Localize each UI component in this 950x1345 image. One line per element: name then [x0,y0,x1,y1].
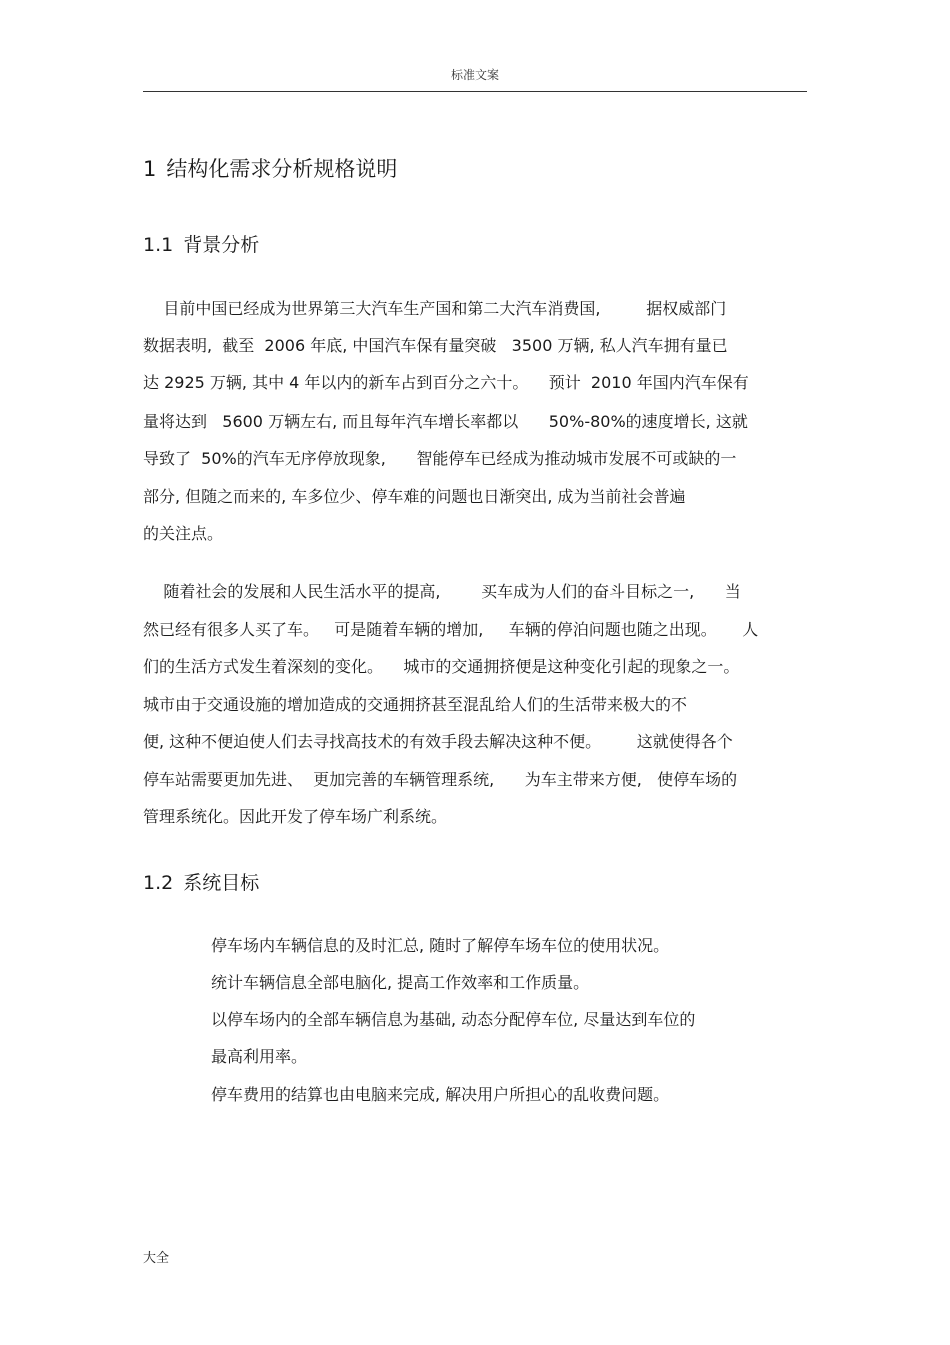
paragraph-line: 目前中国已经成为世界第三大汽车生产国和第二大汽车消费国, 据权威部门 [143,299,727,318]
paragraph-line: 达 2925 万辆, 其中 4 年以内的新车占到百分之六十。 预计 2010 年国内汽车保有 [143,373,749,392]
section-1-2-title: 系统目标 [183,872,260,894]
paragraph-line: 管理系统化。因此开发了停车场广利系统。 [143,807,448,826]
goal-item: 停车费用的结算也由电脑来完成, 解决用户所担心的乱收费问题。 [211,1085,670,1104]
goal-item-continuation: 最高利用率。 [211,1047,308,1066]
paragraph-line: 们的生活方式发生着深刻的变化。 城市的交通拥挤便是这种变化引起的现象之一。 [143,657,740,676]
paragraph-line: 导致了 50%的汽车无序停放现象, 智能停车已经成为推动城市发展不可或缺的一 [143,449,737,468]
goal-item: 以停车场内的全部车辆信息为基础, 动态分配停车位, 尽量达到车位的 [211,1010,696,1029]
paragraph-line: 便, 这种不便迫使人们去寻找高技术的有效手段去解决这种不便。 这就使得各个 [143,732,733,751]
header-divider [143,91,807,92]
goal-item: 统计车辆信息全部电脑化, 提高工作效率和工作质量。 [211,973,590,992]
page-header: 标准文案 [450,68,499,82]
paragraph-line: 然已经有很多人买了车。 可是随着车辆的增加, 车辆的停泊问题也随之出现。 人 [143,620,759,639]
section-1-1-title: 背景分析 [183,234,260,256]
page-footer: 大全 [143,1251,170,1266]
section-1-1-number: 1.1 [143,234,174,256]
paragraph-line: 城市由于交通设施的增加造成的交通拥挤甚至混乱给人们的生活带来极大的不 [143,695,688,714]
section-1-1-heading [143,232,259,258]
section-1-title: 结构化需求分析规格说明 [166,157,398,181]
section-1-2-heading [143,870,259,896]
paragraph-line: 数据表明, 截至 2006 年底, 中国汽车保有量突破 3500 万辆, 私人汽车拥有量已 [143,336,728,355]
section-1-number: 1 [143,157,157,181]
paragraph-line: 部分, 但随之而来的, 车多位少、停车难的问题也日渐突出, 成为当前社会普遍 [143,487,686,506]
goal-item: 停车场内车辆信息的及时汇总, 随时了解停车场车位的使用状况。 [211,936,670,955]
section-1-2-number: 1.2 [143,872,174,894]
paragraph-line: 的关注点。 [143,524,224,543]
paragraph-line: 停车站需要更加先进、 更加完善的车辆管理系统, 为车主带来方便, 使停车场的 [143,770,738,789]
section-1-heading [143,155,397,183]
paragraph-line: 量将达到 5600 万辆左右, 而且每年汽车增长率都以 50%-80%的速度增长, 这就 [143,412,748,431]
paragraph-line: 随着社会的发展和人民生活水平的提高, 买车成为人们的奋斗目标之一, 当 [143,582,741,601]
